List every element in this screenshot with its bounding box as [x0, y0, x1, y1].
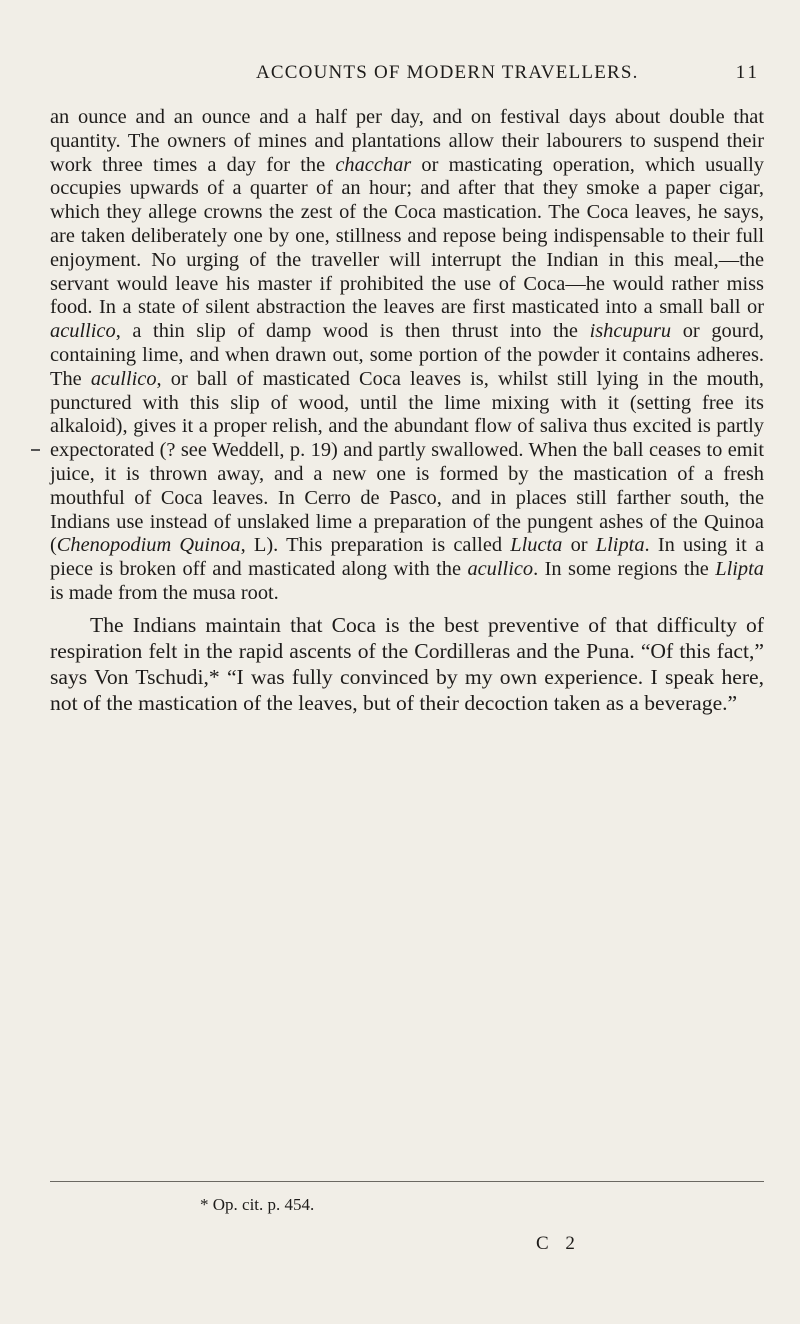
text-run: an ounce and an ounce and a half per day, and on festival days about double that quantity. The owners of mines and plantations allow their labourers to suspend their work three times a day for the — [50, 106, 764, 176]
italic-term: Chenopodium Quinoa — [56, 534, 241, 557]
italic-term: Llucta — [510, 534, 563, 557]
text-run: , L). This preparation is called — [240, 534, 511, 557]
text-run: or masticating operation, which usually occupies upwards of a quarter of an hour; and after that they smoke a paper cigar, which they allege crowns the zest of the Coca mastication. The Coca leaves, he says, are taken deliberately one by one, stillness and repose being indispensable to their full enjoyment. No urging of the traveller will interrupt the Indian in this meal,—the servant would leave his master if prohibited the use of Coca—he would rather miss food. In a state of silent abstraction the leaves are first masticated into a small ball or — [50, 153, 764, 319]
text-run: is made from the musa root. — [50, 581, 279, 604]
footnote-rule — [50, 1181, 764, 1182]
text-run: , a thin slip of damp wood is then thrust into the — [115, 320, 590, 343]
page-number: 11 — [735, 62, 760, 83]
margin-mark — [31, 449, 40, 451]
italic-term: Llipta — [715, 558, 764, 581]
italic-term: acullico — [50, 320, 116, 343]
running-title: ACCOUNTS OF MODERN TRAVELLERS. — [256, 62, 639, 83]
text-run: or gourd, containing lime, and when drawn out, some portion of the powder it contains adheres. The — [50, 320, 764, 390]
paragraph-1 — [50, 106, 764, 606]
text-run: . In using it a piece is broken off and masticated along with the — [50, 534, 765, 581]
italic-term: Llipta — [595, 534, 645, 557]
signature-mark: C 2 — [536, 1233, 581, 1254]
italic-term: ishcupuru — [589, 320, 672, 343]
italic-term: chacchar — [335, 153, 412, 176]
body-text — [50, 106, 764, 716]
footnote: * Op. cit. p. 454. — [200, 1195, 315, 1214]
italic-term: acullico — [467, 558, 534, 581]
text-run: , or ball of masticated Coca leaves is, whilst still lying in the mouth, punctured with this slip of wood, until the lime mixing with it (setting free its alkaloid), gives it a proper relish, and the abundant flow of saliva thus excited is partly expectorated (? see Weddell, p. 19) and partly swallowed. When the ball ceases to emit juice, it is thrown away, and a new one is formed by the mastication of a fresh mouthful of Coca leaves. In Cerro de Pasco, and in places still farther south, the Indians use instead of unslaked lime a preparation of the pungent ashes of the Quinoa ( — [50, 367, 764, 557]
text-run: . In some regions the — [533, 558, 716, 581]
paragraph-2: The Indians maintain that Coca is the best preventive of that difficulty of respiration felt in the rapid ascents of the Cordilleras and the Puna. “Of this fact,” says Von Tschudi,* “I was fully convinced by my own experience. I speak here, not of the mastication of the leaves, but of their decoction taken as a beverage.” — [50, 612, 764, 715]
italic-term: acullico — [90, 367, 157, 390]
text-run: or — [562, 534, 596, 557]
